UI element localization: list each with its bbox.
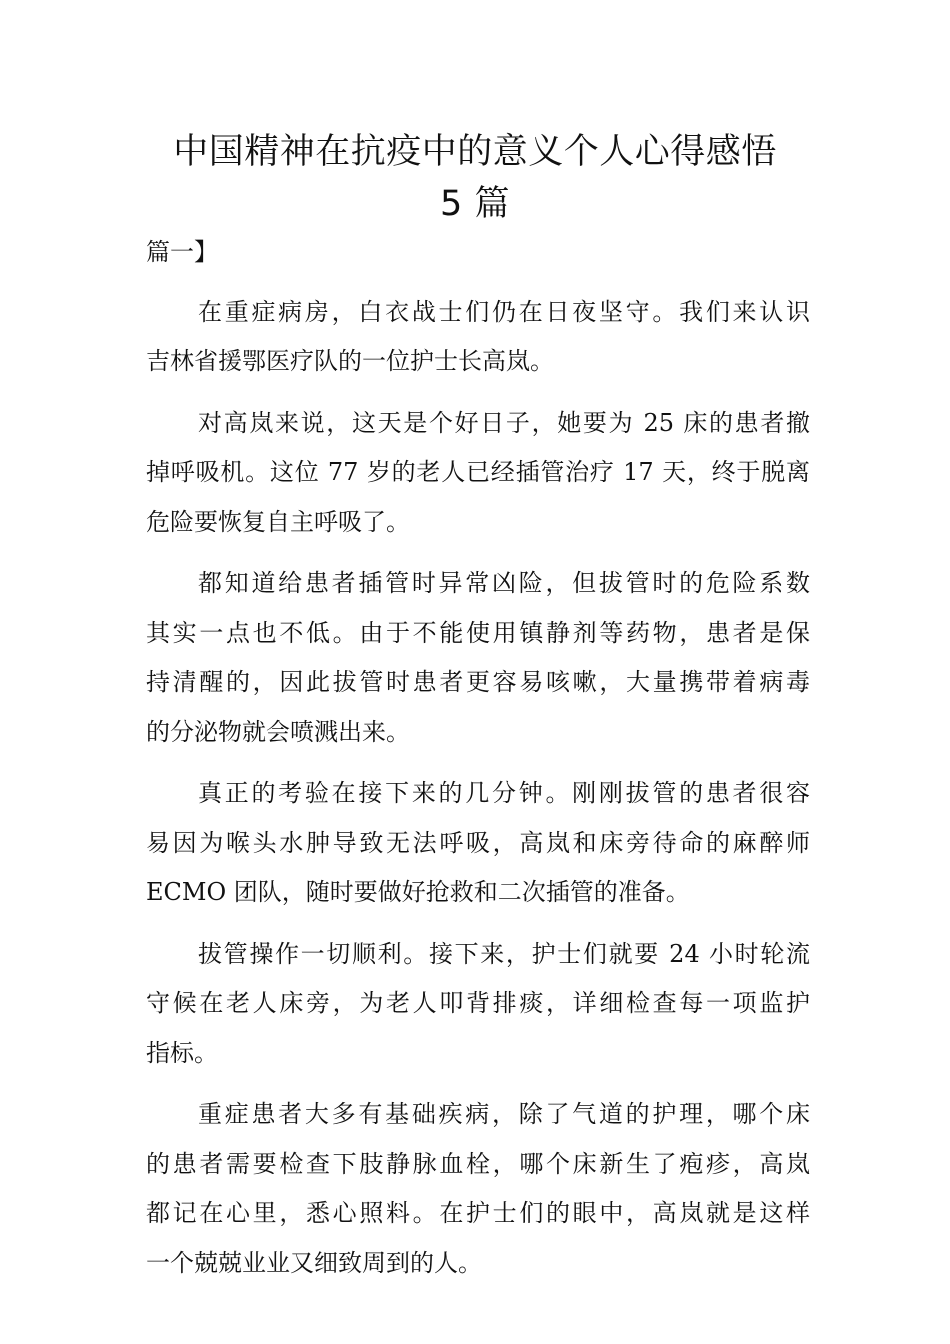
paragraph (146, 288, 810, 387)
section-heading: 篇一】 (146, 238, 218, 266)
paragraph-line: 拔管操作一切顺利。接下来，护士们就要 24 小时轮流 (198, 939, 810, 968)
paragraph-line: 对高岚来说，这天是个好日子，她要为 25 床的患者撤 (198, 408, 810, 437)
paragraph-line: 易因为喉头水肿导致无法呼吸，高岚和床旁待命的麻醉师 (146, 828, 810, 857)
paragraph-line: 一个兢兢业业又细致周到的人。 (146, 1248, 482, 1277)
title-line-2: 5 篇 (440, 184, 510, 224)
paragraph-line: 掉呼吸机。这位 77 岁的老人已经插管治疗 17 天，终于脱离 (146, 458, 810, 486)
paragraph (146, 1090, 810, 1288)
paragraph-line: 在重症病房，白衣战士们仍在日夜坚守。我们来认识 (198, 297, 810, 326)
paragraph (146, 559, 810, 757)
paragraph-line: 持清醒的，因此拔管时患者更容易咳嗽，大量携带着病毒 (146, 668, 810, 696)
paragraph-line: 都知道给患者插管时异常凶险，但拔管时的危险系数 (198, 569, 810, 597)
paragraph-line: 危险要恢复自主呼吸了。 (146, 507, 410, 536)
paragraph-line: 都记在心里，悉心照料。在护士们的眼中，高岚就是这样 (146, 1199, 810, 1227)
paragraph-line: 指标。 (146, 1038, 218, 1067)
paragraph-line: ECMO 团队，随时要做好抢救和二次插管的准备。 (146, 878, 690, 906)
paragraph-line: 的患者需要检查下肢静脉血栓，哪个床新生了疱疹，高岚 (146, 1149, 810, 1178)
paragraph-line: 其实一点也不低。由于不能使用镇静剂等药物，患者是保 (146, 618, 810, 647)
paragraph (146, 399, 810, 548)
paragraph-line: 吉林省援鄂医疗队的一位护士长高岚。 (146, 347, 554, 375)
paragraph-line: 的分泌物就会喷溅出来。 (146, 717, 410, 746)
paragraph (146, 930, 810, 1079)
paragraph (146, 769, 810, 918)
paragraph-line: 重症患者大多有基础疾病，除了气道的护理，哪个床 (198, 1100, 810, 1128)
title-line-1: 中国精神在抗疫中的意义个人心得感悟 (173, 132, 777, 172)
document-title (120, 126, 830, 230)
paragraph-line: 守候在老人床旁，为老人叩背排痰，详细检查每一项监护 (146, 989, 810, 1017)
document-body (146, 228, 810, 1300)
paragraph-line: 真正的考验在接下来的几分钟。刚刚拔管的患者很容 (198, 779, 810, 807)
